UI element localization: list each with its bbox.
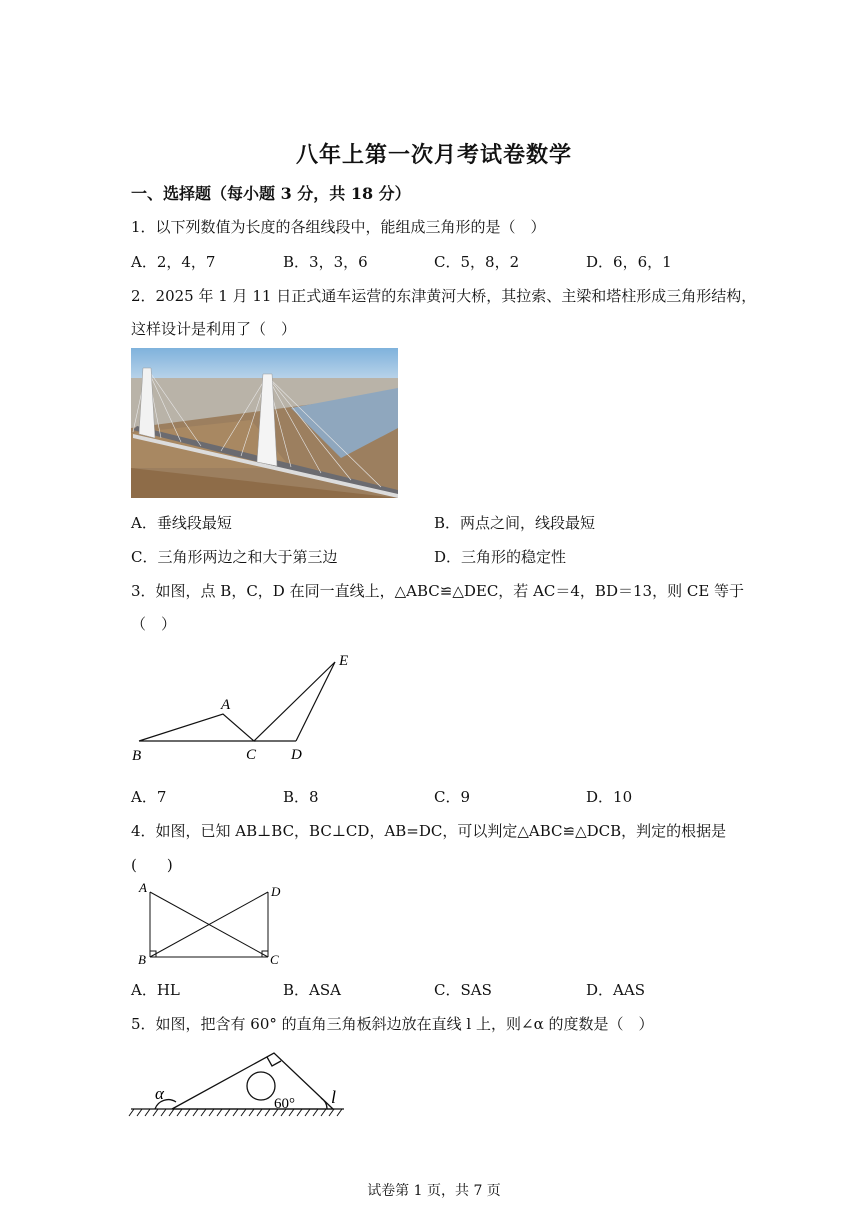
q5-label-60-degrees: 60° bbox=[274, 1096, 295, 1112]
q3-label-b: B bbox=[132, 748, 142, 764]
q4-option-b: B．ASA bbox=[283, 981, 341, 999]
q3-option-b: B．8 bbox=[283, 788, 319, 806]
q3-triangle-figure bbox=[128, 648, 368, 768]
q4-label-a: A bbox=[139, 880, 147, 895]
q2-option-c: C．三角形两边之和大于第三边 bbox=[131, 548, 338, 566]
q4-label-c: C bbox=[270, 952, 279, 967]
question-1-stem: 1．以下列数值为长度的各组线段中，能组成三角形的是（ ） bbox=[131, 218, 546, 236]
q2-option-d: D．三角形的稳定性 bbox=[434, 548, 567, 566]
q4-label-d: D bbox=[271, 884, 281, 899]
question-2-stem-line1: 2．2025 年 1 月 11 日正式通车运营的东津黄河大桥，其拉索、主梁和塔柱形成三角形结构， bbox=[131, 287, 757, 305]
q4-option-d: D．AAS bbox=[586, 981, 645, 999]
q3-label-c: C bbox=[246, 747, 257, 763]
q5-set-square-figure bbox=[128, 1044, 353, 1122]
q2-option-b: B．两点之间，线段最短 bbox=[434, 514, 596, 532]
page-footer: 试卷第 1 页，共 7 页 bbox=[367, 1183, 501, 1199]
question-2-stem-line2: 这样设计是利用了（ ） bbox=[131, 320, 297, 338]
question-4-stem-line2: ( ) bbox=[131, 856, 173, 874]
q4-label-b: B bbox=[138, 952, 146, 967]
section-heading: 一、选择题（每小题 3 分，共 18 分） bbox=[131, 184, 411, 203]
q2-option-a: A．垂线段最短 bbox=[131, 514, 232, 532]
q1-option-a: A．2，4，7 bbox=[131, 253, 216, 271]
q3-option-d: D．10 bbox=[586, 788, 633, 806]
q4-rectangle-figure bbox=[130, 878, 290, 970]
q3-option-a: A．7 bbox=[131, 788, 167, 806]
q1-option-b: B．3，3，6 bbox=[283, 253, 368, 271]
bridge-photo bbox=[131, 348, 398, 498]
q3-label-d: D bbox=[291, 747, 302, 763]
q5-label-line-l: l bbox=[331, 1087, 337, 1107]
question-3-stem-line1: 3．如图，点 B，C，D 在同一直线上，△ABC≌△DEC，若 AC＝4，BD＝13，则 CE 等于 bbox=[131, 582, 745, 600]
q1-option-d: D．6，6，1 bbox=[586, 253, 672, 271]
q4-option-a: A．HL bbox=[131, 981, 180, 999]
q3-label-a: A bbox=[221, 697, 231, 713]
q3-label-e: E bbox=[339, 653, 349, 669]
q5-label-alpha: α bbox=[155, 1084, 164, 1103]
q3-option-c: C．9 bbox=[434, 788, 471, 806]
question-3-stem-line2: （ ） bbox=[131, 615, 177, 633]
q1-option-c: C．5，8，2 bbox=[434, 253, 520, 271]
page-title: 八年上第一次月考试卷数学 bbox=[295, 142, 572, 168]
question-5-stem: 5．如图，把含有 60° 的直角三角板斜边放在直线 l 上，则∠α 的度数是（ ） bbox=[131, 1015, 654, 1033]
q4-option-c: C．SAS bbox=[434, 981, 492, 999]
question-4-stem-line1: 4．如图，已知 AB⊥BC，BC⊥CD，AB=DC，可以判定△ABC≌△DCB，判定的根据是 bbox=[131, 822, 727, 840]
